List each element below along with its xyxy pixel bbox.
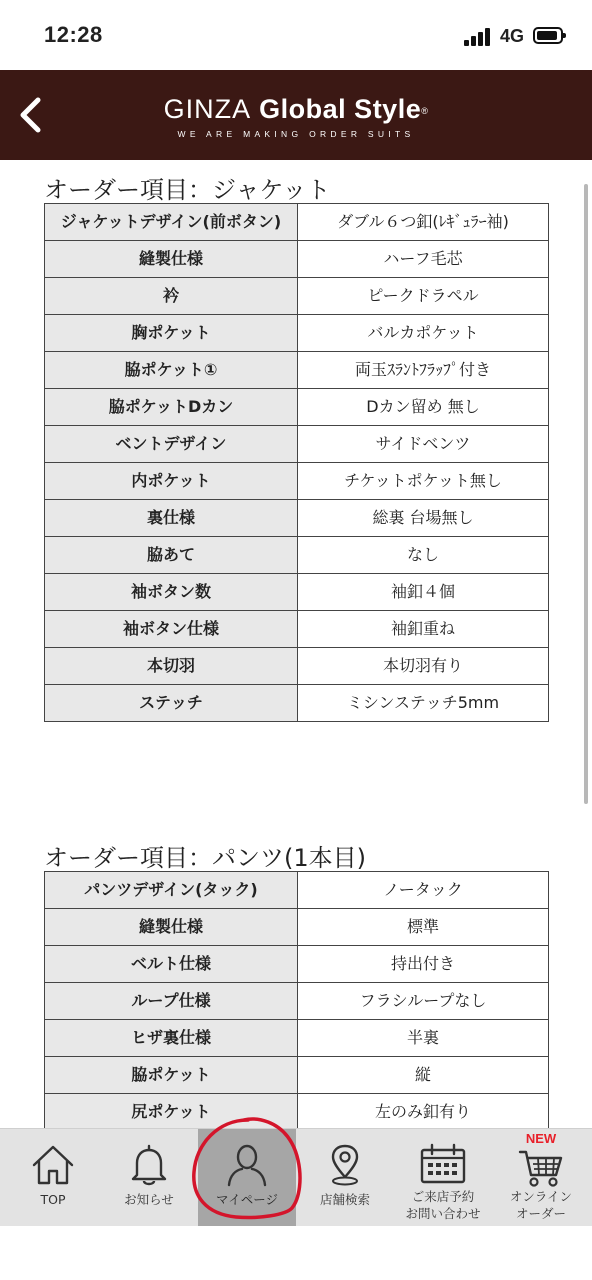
jacket-spec-row-label: 袖ボタン数 — [45, 574, 298, 611]
tab-reservation[interactable] — [394, 1129, 492, 1227]
app-header — [0, 70, 592, 160]
jacket-spec-row-label: ベントデザイン — [45, 426, 298, 463]
tab-mypage[interactable] — [198, 1129, 296, 1227]
status-bar — [0, 0, 592, 70]
pants-spec-row-label: パンツデザイン(タック) — [45, 872, 298, 909]
pants-spec-row-label: 尻ポケット — [45, 1094, 298, 1129]
section-title-pants: オーダー項目：パンツ(1本目) — [44, 844, 366, 872]
jacket-spec-row-value: ピークドラペル — [298, 278, 549, 315]
person-icon — [225, 1143, 269, 1187]
tab-label-notifications: お知らせ — [124, 1192, 174, 1207]
jacket-spec-row — [45, 204, 549, 241]
pants-spec-row-value: 縦 — [298, 1057, 549, 1094]
jacket-spec-row — [45, 685, 549, 722]
jacket-spec-row — [45, 537, 549, 574]
pants-spec-row-value: 左のみ釦有り — [298, 1094, 549, 1129]
jacket-spec-row — [45, 241, 549, 278]
bell-icon — [129, 1143, 169, 1187]
jacket-spec-row-value: 両玉ｽﾗﾝﾄﾌﾗｯﾌﾟ付き — [298, 352, 549, 389]
jacket-spec-row-label: 内ポケット — [45, 463, 298, 500]
jacket-spec-row — [45, 352, 549, 389]
jacket-spec-row-value: チケットポケット無し — [298, 463, 549, 500]
jacket-spec-row — [45, 463, 549, 500]
tab-label-online-order-line1: オンライン — [509, 1189, 573, 1204]
brand-logo — [0, 94, 592, 139]
jacket-spec-row-value: 総裏 台場無し — [298, 500, 549, 537]
jacket-spec-table — [44, 203, 549, 722]
jacket-spec-row-value: ミシンステッチ5mm — [298, 685, 549, 722]
jacket-spec-row-value: Dカン留め 無し — [298, 389, 549, 426]
jacket-spec-row-value: バルカポケット — [298, 315, 549, 352]
pants-spec-row — [45, 1057, 549, 1094]
jacket-spec-row-label: 胸ポケット — [45, 315, 298, 352]
home-icon — [30, 1143, 76, 1187]
jacket-spec-row-value: なし — [298, 537, 549, 574]
tab-label-top: TOP — [40, 1192, 66, 1207]
network-type: 4G — [500, 26, 525, 46]
section-title-jacket: オーダー項目：ジャケット — [44, 176, 331, 204]
pants-spec-row-value: 半裏 — [298, 1020, 549, 1057]
pants-spec-table — [44, 871, 549, 1128]
logo-tagline: WE ARE MAKING ORDER SUITS — [177, 129, 415, 139]
jacket-spec-row-label: 裏仕様 — [45, 500, 298, 537]
tab-label-reservation-line2: お問い合わせ — [405, 1206, 481, 1221]
pants-spec-row — [45, 909, 549, 946]
pants-spec-row-label: 脇ポケット — [45, 1057, 298, 1094]
tab-label-mypage: マイページ — [215, 1192, 278, 1207]
jacket-spec-row-label: 縫製仕様 — [45, 241, 298, 278]
tab-label-online-order-line2: オーダー — [515, 1206, 566, 1221]
jacket-spec-row — [45, 315, 549, 352]
pants-spec-row-value: ノータック — [298, 872, 549, 909]
signal-icon — [464, 28, 494, 46]
jacket-spec-row — [45, 278, 549, 315]
calendar-icon — [419, 1143, 467, 1185]
status-time: 12:28 — [44, 22, 103, 47]
jacket-spec-row — [45, 500, 549, 537]
jacket-spec-row-label: 袖ボタン仕様 — [45, 611, 298, 648]
pants-spec-row-label: 縫製仕様 — [45, 909, 298, 946]
tab-notifications[interactable] — [100, 1129, 198, 1227]
jacket-spec-row-value: サイドベンツ — [298, 426, 549, 463]
new-badge: NEW — [525, 1131, 557, 1146]
logo-registered-mark: ® — [421, 105, 429, 116]
scrollbar[interactable] — [584, 184, 588, 804]
bottom-tab-bar — [0, 1128, 592, 1226]
jacket-spec-row-label: 脇ポケットDカン — [45, 389, 298, 426]
pants-spec-row — [45, 1020, 549, 1057]
tab-label-reservation — [394, 1188, 492, 1222]
jacket-spec-row — [45, 611, 549, 648]
tab-label-reservation-line1: ご来店予約 — [411, 1189, 475, 1204]
jacket-spec-row-label: ステッチ — [45, 685, 298, 722]
pants-spec-row-label: ヒザ裏仕様 — [45, 1020, 298, 1057]
pants-spec-row-value: 標準 — [298, 909, 549, 946]
order-detail-content[interactable] — [0, 160, 592, 1128]
jacket-spec-row — [45, 389, 549, 426]
pants-spec-row-label: ループ仕様 — [45, 983, 298, 1020]
jacket-spec-row — [45, 648, 549, 685]
jacket-spec-row-value: 袖釦４個 — [298, 574, 549, 611]
jacket-spec-row-value: 本切羽有り — [298, 648, 549, 685]
jacket-spec-row-label: 本切羽 — [45, 648, 298, 685]
pants-spec-row-value: フラシループなし — [298, 983, 549, 1020]
pants-spec-row-label: ベルト仕様 — [45, 946, 298, 983]
jacket-spec-row-value: ダブル６つ釦(ﾚｷﾞｭﾗｰ袖) — [298, 204, 549, 241]
pants-spec-row — [45, 872, 549, 909]
jacket-spec-row-label: 衿 — [45, 278, 298, 315]
pants-spec-row — [45, 983, 549, 1020]
map-pin-icon — [325, 1143, 365, 1187]
jacket-spec-row — [45, 574, 549, 611]
tab-label-online-order — [492, 1188, 590, 1222]
battery-icon — [533, 27, 563, 44]
logo-text-ginza: GINZA — [163, 94, 252, 124]
jacket-spec-row-value: ハーフ毛芯 — [298, 241, 549, 278]
jacket-spec-row — [45, 426, 549, 463]
pants-spec-row-value: 持出付き — [298, 946, 549, 983]
tab-top[interactable] — [4, 1129, 102, 1227]
jacket-spec-row-value: 袖釦重ね — [298, 611, 549, 648]
jacket-spec-row-label: 脇あて — [45, 537, 298, 574]
tab-store-search[interactable] — [296, 1129, 394, 1227]
jacket-spec-row-label: 脇ポケット① — [45, 352, 298, 389]
pants-spec-row — [45, 1094, 549, 1129]
tab-label-store-search: 店舗検索 — [319, 1192, 370, 1207]
logo-text-global-style: Global Style — [259, 94, 422, 124]
cart-icon — [518, 1147, 564, 1189]
jacket-spec-row-label: ジャケットデザイン(前ボタン) — [45, 204, 298, 241]
pants-spec-row — [45, 946, 549, 983]
tab-online-order[interactable] — [492, 1129, 590, 1227]
home-indicator-area — [0, 1226, 592, 1280]
